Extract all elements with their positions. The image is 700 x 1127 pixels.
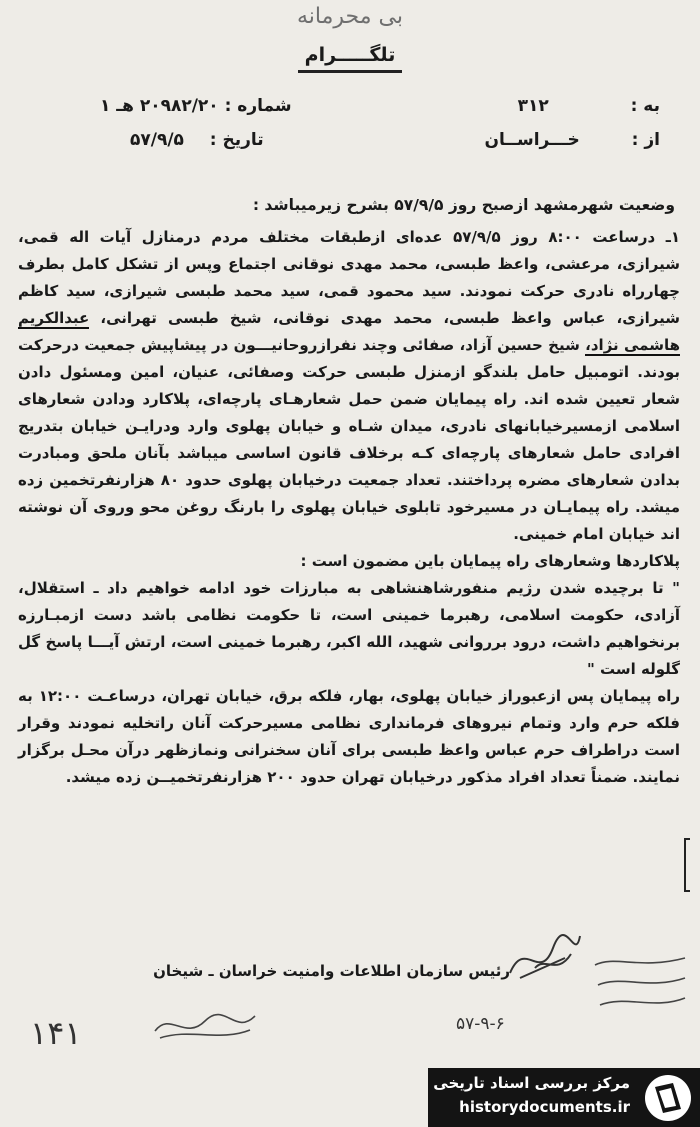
report-body <box>18 224 680 791</box>
watermark-url: historydocuments.ir <box>459 1098 630 1116</box>
date-label: تاریخ : <box>209 130 264 150</box>
paragraph-placards-intro: پلاکاردها وشعارهای راه پیمایان باین مضمون است : <box>300 552 680 570</box>
paragraph-1: ۱ـ درساعت ۸:۰۰ روز ۵۷/۹/۵ عده‌ای ازطبقات مختلف مردم درمنازل آیات اله قمی، شیرازی، مرعشی، واعظ طبسی، محمد مهدی نوقانی اجتماع وپس از تشکل کامل بطرف چهارراه نادری حرکت نمودند. سید محمود قمی، سید محمد طبسی شیرازی، سید کاظم شیرازی، عباس واعظ طبسی، محمد مهدی نوقانی، شیخ طبسی تهرانی، عبدالکریم هاشمی نژاد، شیخ حسین آزاد، صفائی وچند نفرازروحانیـــون در پیشاپیش جمعیت درحرکت بودند. اتومبیل حامل بلندگو ازمنزل طبسی حرکت وصفائی، عنیان، امین ومسئول دادن شعار تعیین شده اند. راه پیمایان ضمن حمل شعارهـای پارچه‌ای، پلاکارد ودادن شعارهای اسلامی ازمسیرخیابانهای نادری، میدان شـاه و خیابان پهلوی وارد ودرایـن خیابان بتدریج افرادی حامل شعارهای پارچه‌ای کـه برخلاف قانون اساسی میباشد بآنان ملحق ومبادرت بدادن شعارهای مضره پرداختند. تعداد جمعیت درخیابان پهلوی حدود ۸۰ هزارنفرتخمین زده میشد. راه پیمایـان در مسیرخود تابلوی خیابان پهلوی را بارنگ روغن محو وروی آن نوشته اند خیابان امام خمینی. <box>18 228 681 543</box>
from-row <box>484 130 660 150</box>
signature-line: رئیس سازمان اطلاعات وامنیت خراسان ـ شیخان <box>153 962 510 980</box>
watermark-banner <box>428 1068 700 1127</box>
to-label: به : <box>630 96 660 116</box>
bottom-scribble-icon <box>150 1006 260 1046</box>
classification-stamp: بی‌ محرمانه <box>297 4 403 29</box>
paragraph-slogans: " تا برچیده شدن رژیم منفورشاهنشاهی به مبارزات خود ادامه خواهیم داد ـ استقلال، آزادی، حکومت اسلامی، رهبرما خمینی است، تا حکومت نظامی باشد دست ازمبـارزه برنخواهیم داشت، درود برروانی شهید، الله اکبر، رهبرما خمینی است، ارتش آیـــا پاسخ گل گلوله است " <box>18 579 680 678</box>
margin-bracket <box>684 838 690 892</box>
signature-scribble-icon <box>505 928 585 988</box>
watermark-name: مرکز بررسی اسناد تاریخی <box>433 1074 630 1092</box>
intro-line: وضعیت شهرمشهد ازصبح روز ۵۷/۹/۵ بشرح زیرمیباشد : <box>252 196 675 214</box>
paragraph-march: راه پیمایان پس ازعبوراز خیابان پهلوی، بهار، فلکه برق، خیابان تهران، درساعـت ۱۲:۰۰ به فلکه حرم وارد وتمام نیروهای فرمانداری نظامی مسیرحرکت آنان راتخلیه نمودند وقرار است دراطراف حرم عباس واعظ طبسی برای آنان سخنرانی ونمازظهر درآن محـل برگزار نمایند. ضمناً تعداد افراد مذکور درخیابان تهران حدود ۲۰۰ هزارنفرتخمیــن زده میشد. <box>18 687 681 786</box>
to-row <box>518 96 660 116</box>
underlined-name: عبدالکریم هاشمی نژاد، <box>18 309 680 354</box>
date-row <box>130 130 264 150</box>
number-row <box>100 96 292 116</box>
page-number: ۱۴۱ <box>30 1014 82 1052</box>
from-label: از : <box>631 130 660 150</box>
number-value: ۲۰۹۸۲/۲۰ هـ ۱ <box>100 96 219 116</box>
document-logo-icon <box>643 1073 693 1123</box>
from-value: خـــراســان <box>484 130 580 150</box>
number-label: شماره : <box>224 96 292 116</box>
date-value: ۵۷/۹/۵ <box>130 130 184 150</box>
handwritten-note-icon <box>590 950 690 1020</box>
to-value: ۳۱۲ <box>517 96 549 116</box>
telegram-title: تلگـــــرام <box>298 40 402 73</box>
handwritten-date: ۵۷-۹-۶ <box>456 1014 505 1034</box>
